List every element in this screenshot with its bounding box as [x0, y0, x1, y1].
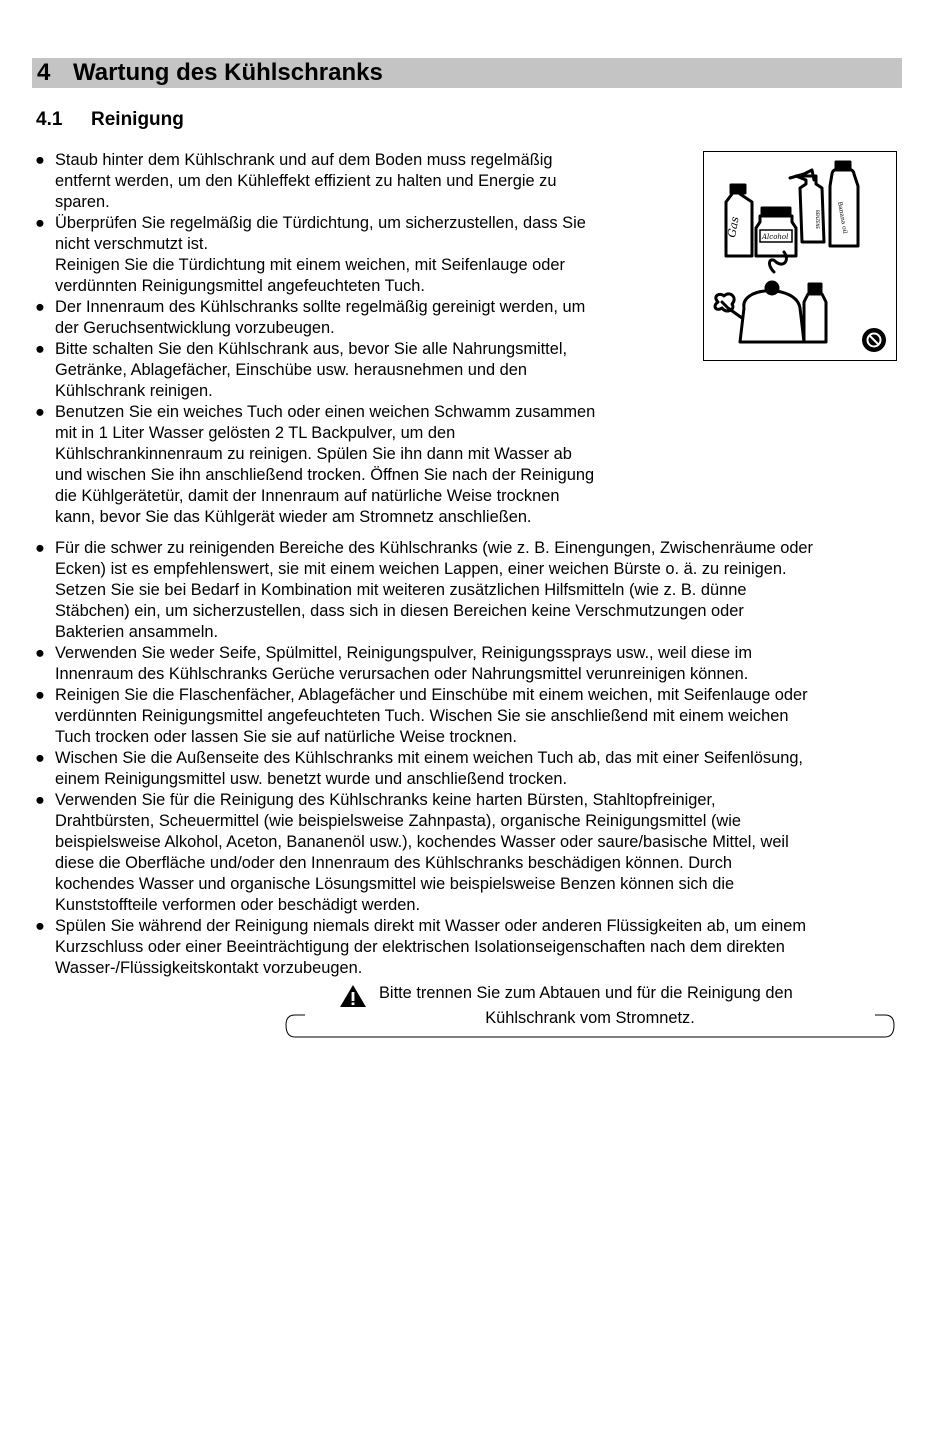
bullet-line: beispielsweise Alkohol, Aceton, Bananenöl usw.), kochendes Wasser oder saure/basische Mittel, weil: [55, 833, 789, 851]
bullet-line: die Kühlgerätetür, damit der Innenraum auf natürliche Weise trocknen: [55, 487, 560, 505]
bullet-dot: ●: [35, 151, 45, 169]
bullet-line: Der Innenraum des Kühlschranks sollte regelmäßig gereinigt werden, um: [55, 298, 586, 316]
bullet-text: [55, 538, 906, 643]
bullet-text: [55, 339, 674, 402]
bullet-list-top: [34, 150, 674, 528]
bullet-text: [55, 297, 674, 339]
bullet-item: [34, 150, 674, 213]
bullet-dot: ●: [35, 298, 45, 316]
bullet-item: [34, 790, 906, 916]
warning-text-line2: Kühlschrank vom Stromnetz.: [485, 1009, 695, 1027]
bullet-line: Kühlschrank reinigen.: [55, 382, 213, 400]
bullet-line: diese die Oberfläche und/oder den Innenraum des Kühlschranks beschädigen können. Durch: [55, 854, 733, 872]
chapter-number: 4: [37, 59, 51, 86]
bullet-item: [34, 643, 906, 685]
bullet-line: Reinigen Sie die Türdichtung mit einem weichen, mit Seifenlauge oder: [55, 256, 565, 274]
chapter-title: Wartung des Kühlschranks: [73, 59, 383, 86]
bullet-line: Staub hinter dem Kühlschrank und auf dem Boden muss regelmäßig: [55, 151, 553, 169]
bullet-line: Benutzen Sie ein weiches Tuch oder einen weichen Schwamm zusammen: [55, 403, 596, 421]
alcohol-label: Alcohol: [762, 233, 789, 241]
bullet-text: [55, 402, 674, 528]
bullet-line: Bitte schalten Sie den Kühlschrank aus, bevor Sie alle Nahrungsmittel,: [55, 340, 568, 358]
bullet-line: Überprüfen Sie regelmäßig die Türdichtung, um sicherzustellen, dass Sie: [55, 214, 586, 232]
bullet-line: Setzen Sie sie bei Bedarf in Kombination mit weiteren zusätzlichen Hilfsmitteln (wie z. B. dünne: [55, 581, 747, 599]
bullet-item: [34, 748, 906, 790]
bullet-line: Reinigen Sie die Flaschenfächer, Ablagefächer und Einschübe mit einem weichen, mit Seifenlauge oder: [55, 686, 808, 704]
bullet-line: Getränke, Ablagefächer, Einschübe usw. herausnehmen und den: [55, 361, 528, 379]
bullet-text: [55, 213, 674, 297]
bullet-dot: ●: [35, 214, 45, 232]
bullet-item: [34, 339, 674, 402]
bullet-line: Für die schwer zu reinigenden Bereiche des Kühlschranks (wie z. B. Einengungen, Zwischenräume oder: [55, 539, 814, 557]
cleaning-agents-prohibited-illustration: [703, 151, 897, 361]
bullet-dot: ●: [35, 917, 45, 935]
bullet-dot: ●: [35, 791, 45, 809]
bullet-line: Kunststoffteile verformen oder beschädigt werden.: [55, 896, 421, 914]
bullet-line: mit in 1 Liter Wasser gelösten 2 TL Backpulver, um den: [55, 424, 456, 442]
section-heading: [36, 108, 184, 132]
alcohol-jar-lid: [762, 208, 790, 216]
bullet-line: kochendes Wasser und organische Lösungsmittel wie beispielsweise Benzen können sich die: [55, 875, 735, 893]
bullet-line: Spülen Sie während der Reinigung niemals direkt mit Wasser oder anderen Flüssigkeiten ab, um einem: [55, 917, 807, 935]
banana-oil-cap: [836, 162, 850, 170]
prohibited-icon: [862, 328, 886, 352]
bullet-dot: ●: [35, 403, 45, 421]
bullet-item: [34, 538, 906, 643]
kettle-knob: [766, 282, 778, 294]
safety-warning: [285, 982, 895, 1040]
bullet-item: [34, 916, 906, 979]
chapter-heading: [32, 58, 902, 88]
bullet-dot: ●: [35, 749, 45, 767]
bullet-dot: ●: [35, 539, 45, 557]
bullet-line: entfernt werden, um den Kühleffekt effizient zu halten und Energie zu: [55, 172, 557, 190]
gas-bottle-cap: [731, 185, 745, 193]
bullet-item: [34, 297, 674, 339]
bullet-line: Drahtbürsten, Scheuermittel (wie beispielsweise Zahnpasta), organische Reinigungsmittel (wie: [55, 812, 741, 830]
small-bottle: [804, 294, 826, 342]
bullet-text: [55, 685, 906, 748]
bullet-line: nicht verschmutzt ist.: [55, 235, 209, 253]
bullet-dot: ●: [35, 686, 45, 704]
small-bottle-cap: [809, 284, 821, 292]
bullet-list-bottom: [34, 538, 906, 979]
chemicals-illustration: [704, 152, 896, 360]
bullet-item: [34, 213, 674, 297]
bullet-line: sparen.: [55, 193, 110, 211]
bullet-text: [55, 916, 906, 979]
bullet-line: Bakterien ansammeln.: [55, 623, 219, 641]
bullet-line: Kühlschrankinnenraum zu reinigen. Spülen Sie ihn dann mit Wasser ab: [55, 445, 572, 463]
bullet-line: Kurzschluss oder einer Beeinträchtigung der elektrischen Isolationseigenschaften nach dem direkten: [55, 938, 785, 956]
bullet-line: Ecken) ist es empfehlenswert, sie mit einem weichen Lappen, einer weichen Bürste o. ä. zu reinigen.: [55, 560, 787, 578]
bullet-line: der Geruchsentwicklung vorzubeugen.: [55, 319, 335, 337]
bullet-line: und wischen Sie ihn anschließend trocken. Öffnen Sie nach der Reinigung: [55, 466, 595, 484]
bullet-text: [55, 748, 906, 790]
bullet-item: [34, 402, 674, 528]
section-title: Reinigung: [91, 109, 184, 130]
bullet-line: verdünnten Reinigungsmittel angefeuchteten Tuch. Wischen Sie sie anschließend mit einem weichen: [55, 707, 789, 725]
bullet-line: Wischen Sie die Außenseite des Kühlschranks mit einem weichen Tuch ab, das mit einer Seifenlösung,: [55, 749, 803, 767]
bullet-line: einem Reinigungsmittel usw. benetzt wurde und anschließend trocken.: [55, 770, 568, 788]
bullet-text: [55, 790, 906, 916]
bullet-dot: ●: [35, 644, 45, 662]
bullet-line: Innenraum des Kühlschranks Gerüche verursachen oder Nahrungsmittel verunreinigen können.: [55, 665, 749, 683]
spray-bottle: [796, 176, 824, 242]
bullet-line: Tuch trocken oder lassen Sie sie auf natürliche Weise trocknen.: [55, 728, 517, 746]
section-number: 4.1: [36, 109, 63, 130]
bullet-text: [55, 643, 906, 685]
kettle: [740, 291, 804, 342]
gas-label: Gas: [725, 215, 742, 239]
bullet-line: verdünnten Reinigungsmittel angefeuchteten Tuch.: [55, 277, 425, 295]
bullet-dot: ●: [35, 340, 45, 358]
banana-oil-label: Banana oil: [836, 201, 849, 235]
bullet-line: kann, bevor Sie das Kühlgerät wieder am Stromnetz anschließen.: [55, 508, 532, 526]
bullet-line: Verwenden Sie für die Reinigung des Kühlschranks keine harten Bürsten, Stahltopfreiniger,: [55, 791, 716, 809]
bullet-item: [34, 685, 906, 748]
bullet-line: Wasser-/Flüssigkeitskontakt vorzubeugen.: [55, 959, 363, 977]
warning-text-line1: Bitte trennen Sie zum Abtauen und für die Reinigung den: [379, 984, 793, 1002]
steam-puff: [715, 294, 734, 311]
benzene-label: BENZENE: [815, 210, 820, 230]
bullet-line: Stäbchen) ein, um sicherzustellen, dass sich in diesen Bereichen keine Verschmutzungen oder: [55, 602, 744, 620]
bullet-text: [55, 150, 674, 213]
bullet-line: Verwenden Sie weder Seife, Spülmittel, Reinigungspulver, Reinigungssprays usw., weil diese im: [55, 644, 752, 662]
